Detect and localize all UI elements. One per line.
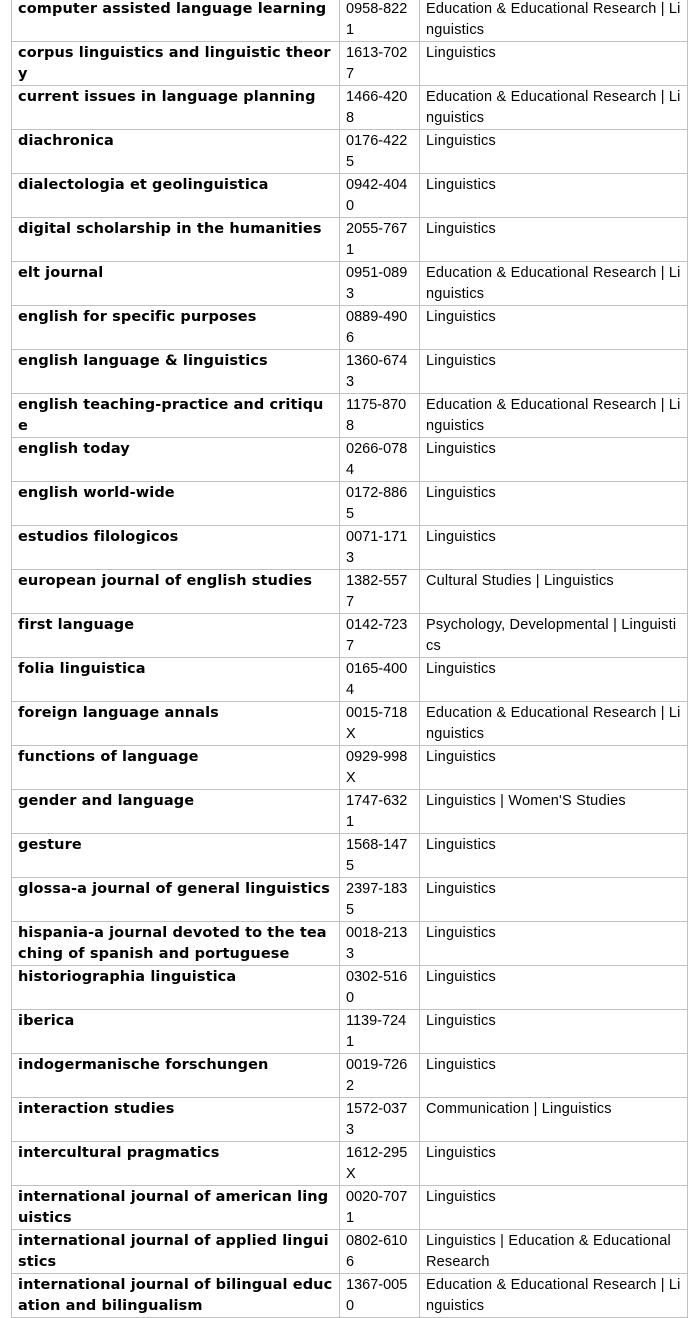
category-cell: Linguistics bbox=[420, 482, 688, 526]
journal-table-body bbox=[12, 0, 688, 1318]
issn-cell: 0165-4004 bbox=[340, 658, 420, 702]
table-row bbox=[12, 966, 688, 1010]
table-row bbox=[12, 922, 688, 966]
table-row bbox=[12, 262, 688, 306]
category-cell: Education & Educational Research | Linguistics bbox=[420, 86, 688, 130]
issn-cell: 1382-5577 bbox=[340, 570, 420, 614]
category-cell: Linguistics bbox=[420, 834, 688, 878]
journal-name-cell: diachronica bbox=[12, 130, 340, 174]
table-row bbox=[12, 1142, 688, 1186]
journal-name-cell: hispania-a journal devoted to the teaching of spanish and portuguese bbox=[12, 922, 340, 966]
category-cell: Education & Educational Research | Linguistics bbox=[420, 1274, 688, 1318]
issn-cell: 0958-8221 bbox=[340, 0, 420, 42]
table-row bbox=[12, 790, 688, 834]
issn-cell: 0020-7071 bbox=[340, 1186, 420, 1230]
table-row bbox=[12, 306, 688, 350]
category-cell: Linguistics bbox=[420, 1054, 688, 1098]
table-row bbox=[12, 350, 688, 394]
category-cell: Linguistics bbox=[420, 42, 688, 86]
issn-cell: 0302-5160 bbox=[340, 966, 420, 1010]
journal-name-cell: gesture bbox=[12, 834, 340, 878]
table-row bbox=[12, 1274, 688, 1318]
issn-cell: 1360-6743 bbox=[340, 350, 420, 394]
issn-cell: 1139-7241 bbox=[340, 1010, 420, 1054]
category-cell: Linguistics bbox=[420, 306, 688, 350]
issn-cell: 0018-2133 bbox=[340, 922, 420, 966]
category-cell: Linguistics bbox=[420, 174, 688, 218]
journal-name-cell: first language bbox=[12, 614, 340, 658]
journal-name-cell: indogermanische forschungen bbox=[12, 1054, 340, 1098]
journal-name-cell: english today bbox=[12, 438, 340, 482]
journal-name-cell: english language & linguistics bbox=[12, 350, 340, 394]
table-row bbox=[12, 526, 688, 570]
table-row bbox=[12, 438, 688, 482]
journal-name-cell: corpus linguistics and linguistic theory bbox=[12, 42, 340, 86]
journal-name-cell: english teaching-practice and critique bbox=[12, 394, 340, 438]
table-row bbox=[12, 174, 688, 218]
journal-name-cell: gender and language bbox=[12, 790, 340, 834]
table-row bbox=[12, 42, 688, 86]
issn-cell: 1466-4208 bbox=[340, 86, 420, 130]
journal-name-cell: current issues in language planning bbox=[12, 86, 340, 130]
category-cell: Education & Educational Research | Linguistics bbox=[420, 394, 688, 438]
table-row bbox=[12, 0, 688, 42]
journal-name-cell: intercultural pragmatics bbox=[12, 1142, 340, 1186]
issn-cell: 2055-7671 bbox=[340, 218, 420, 262]
table-row bbox=[12, 658, 688, 702]
journal-name-cell: english for specific purposes bbox=[12, 306, 340, 350]
journal-name-cell: english world-wide bbox=[12, 482, 340, 526]
issn-cell: 0071-1713 bbox=[340, 526, 420, 570]
category-cell: Linguistics bbox=[420, 130, 688, 174]
table-row bbox=[12, 1230, 688, 1274]
issn-cell: 1367-0050 bbox=[340, 1274, 420, 1318]
table-row bbox=[12, 878, 688, 922]
table-row bbox=[12, 482, 688, 526]
category-cell: Psychology, Developmental | Linguistics bbox=[420, 614, 688, 658]
journal-name-cell: functions of language bbox=[12, 746, 340, 790]
journal-name-cell: european journal of english studies bbox=[12, 570, 340, 614]
table-row bbox=[12, 702, 688, 746]
table-row bbox=[12, 130, 688, 174]
category-cell: Linguistics bbox=[420, 1142, 688, 1186]
journal-name-cell: iberica bbox=[12, 1010, 340, 1054]
category-cell: Linguistics bbox=[420, 438, 688, 482]
issn-cell: 0266-0784 bbox=[340, 438, 420, 482]
issn-cell: 1747-6321 bbox=[340, 790, 420, 834]
journal-name-cell: historiographia linguistica bbox=[12, 966, 340, 1010]
journal-name-cell: foreign language annals bbox=[12, 702, 340, 746]
table-row bbox=[12, 1054, 688, 1098]
issn-cell: 0942-4040 bbox=[340, 174, 420, 218]
table-row bbox=[12, 746, 688, 790]
category-cell: Linguistics bbox=[420, 966, 688, 1010]
issn-cell: 0172-8865 bbox=[340, 482, 420, 526]
table-row bbox=[12, 1098, 688, 1142]
issn-cell: 1613-7027 bbox=[340, 42, 420, 86]
category-cell: Education & Educational Research | Linguistics bbox=[420, 262, 688, 306]
category-cell: Linguistics | Education & Educational Research bbox=[420, 1230, 688, 1274]
category-cell: Linguistics bbox=[420, 922, 688, 966]
table-row bbox=[12, 1186, 688, 1230]
category-cell: Education & Educational Research | Linguistics bbox=[420, 702, 688, 746]
journal-name-cell: dialectologia et geolinguistica bbox=[12, 174, 340, 218]
category-cell: Education & Educational Research | Linguistics bbox=[420, 0, 688, 42]
category-cell: Linguistics bbox=[420, 878, 688, 922]
journal-name-cell: folia linguistica bbox=[12, 658, 340, 702]
table-row bbox=[12, 614, 688, 658]
category-cell: Cultural Studies | Linguistics bbox=[420, 570, 688, 614]
issn-cell: 0889-4906 bbox=[340, 306, 420, 350]
journal-table bbox=[11, 0, 688, 1318]
journal-name-cell: digital scholarship in the humanities bbox=[12, 218, 340, 262]
category-cell: Linguistics bbox=[420, 658, 688, 702]
issn-cell: 1612-295X bbox=[340, 1142, 420, 1186]
journal-name-cell: estudios filologicos bbox=[12, 526, 340, 570]
issn-cell: 0802-6106 bbox=[340, 1230, 420, 1274]
category-cell: Linguistics bbox=[420, 526, 688, 570]
category-cell: Linguistics bbox=[420, 1186, 688, 1230]
category-cell: Linguistics bbox=[420, 218, 688, 262]
issn-cell: 2397-1835 bbox=[340, 878, 420, 922]
journal-name-cell: international journal of applied linguistics bbox=[12, 1230, 340, 1274]
journal-name-cell: international journal of bilingual education and bilingualism bbox=[12, 1274, 340, 1318]
category-cell: Linguistics bbox=[420, 746, 688, 790]
issn-cell: 1568-1475 bbox=[340, 834, 420, 878]
issn-cell: 0019-7262 bbox=[340, 1054, 420, 1098]
journal-name-cell: international journal of american linguistics bbox=[12, 1186, 340, 1230]
issn-cell: 0142-7237 bbox=[340, 614, 420, 658]
issn-cell: 0929-998X bbox=[340, 746, 420, 790]
journal-name-cell: elt journal bbox=[12, 262, 340, 306]
table-row bbox=[12, 570, 688, 614]
journal-name-cell: glossa-a journal of general linguistics bbox=[12, 878, 340, 922]
category-cell: Linguistics bbox=[420, 350, 688, 394]
table-row bbox=[12, 1010, 688, 1054]
journal-name-cell: interaction studies bbox=[12, 1098, 340, 1142]
table-row bbox=[12, 86, 688, 130]
issn-cell: 0176-4225 bbox=[340, 130, 420, 174]
issn-cell: 0951-0893 bbox=[340, 262, 420, 306]
issn-cell: 1175-8708 bbox=[340, 394, 420, 438]
issn-cell: 0015-718X bbox=[340, 702, 420, 746]
table-row bbox=[12, 834, 688, 878]
issn-cell: 1572-0373 bbox=[340, 1098, 420, 1142]
category-cell: Communication | Linguistics bbox=[420, 1098, 688, 1142]
journal-name-cell: computer assisted language learning bbox=[12, 0, 340, 42]
category-cell: Linguistics | Women'S Studies bbox=[420, 790, 688, 834]
table-row bbox=[12, 394, 688, 438]
category-cell: Linguistics bbox=[420, 1010, 688, 1054]
table-row bbox=[12, 218, 688, 262]
